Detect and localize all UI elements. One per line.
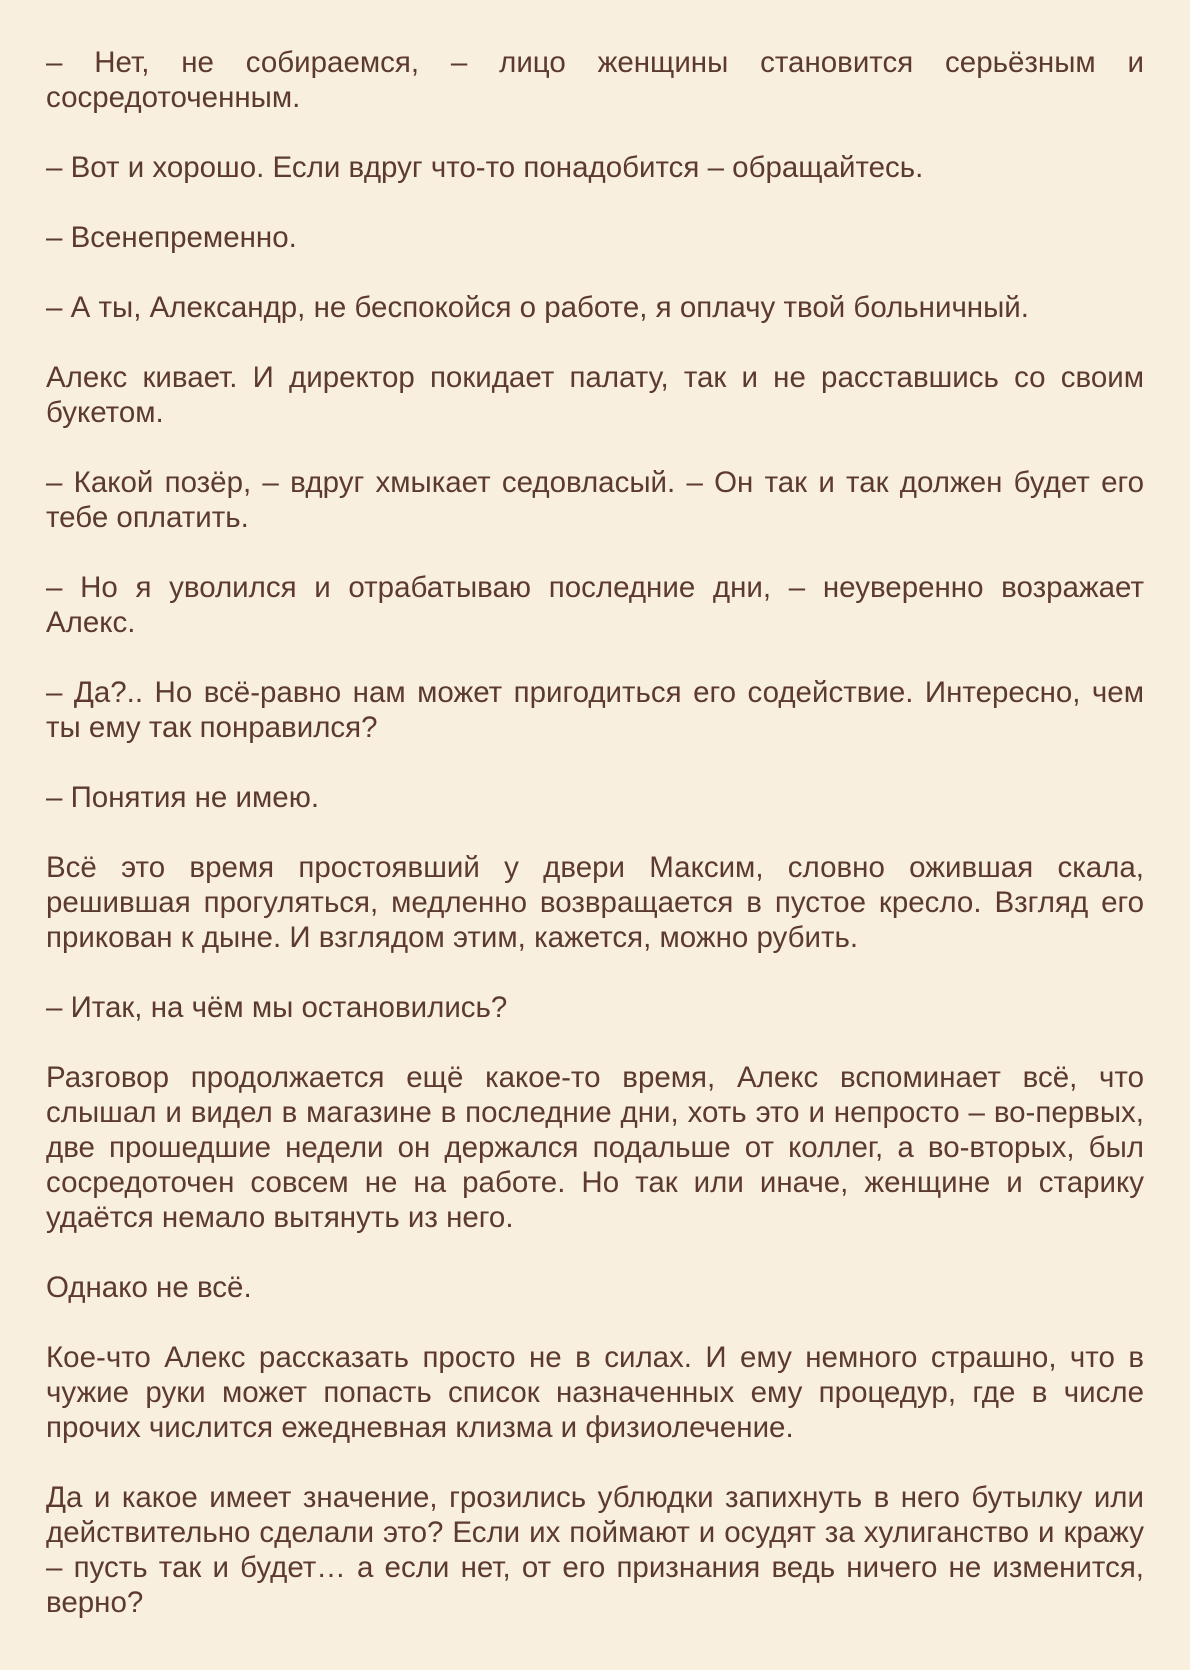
paragraph-2: – Вот и хорошо. Если вдруг что-то понадобится – обращайтесь. <box>46 151 924 184</box>
paragraph-11: – Итак, на чём мы остановились? <box>46 991 508 1024</box>
paragraph-9: – Понятия не имею. <box>46 781 320 814</box>
paragraph-5: Алекс кивает. И директор покидает палату, так и не расставшись со своим букетом. <box>46 361 1144 429</box>
paragraph-14: Кое-что Алекс рассказать просто не в силах. И ему немного страшно, что в чужие руки может попасть список назначенных ему процедур, где в числе прочих числится ежедневная клизма и физиолечение. <box>46 1341 1144 1444</box>
paragraph-1: – Нет, не собираемся, – лицо женщины становится серьёзным и сосредоточенным. <box>46 46 1144 114</box>
paragraph-4: – А ты, Александр, не беспокойся о работе, я оплачу твой больничный. <box>46 291 1029 324</box>
paragraph-3: – Всенепременно. <box>46 221 297 254</box>
paragraph-8: – Да?.. Но всё-равно нам может пригодиться его содействие. Интересно, чем ты ему так понравился? <box>46 676 1144 744</box>
paragraph-7: – Но я уволился и отрабатываю последние дни, – неуверенно возражает Алекс. <box>46 571 1144 639</box>
paragraph-13: Однако не всё. <box>46 1271 252 1304</box>
paragraph-10: Всё это время простоявший у двери Максим, словно ожившая скала, решившая прогуляться, медленно возвращается в пустое кресло. Взгляд его прикован к дыне. И взглядом этим, кажется, можно рубить. <box>46 851 1144 954</box>
paragraph-6: – Какой позёр, – вдруг хмыкает седовласый. – Он так и так должен будет его тебе оплатить. <box>46 466 1144 534</box>
paragraph-12: Разговор продолжается ещё какое-то время, Алекс вспоминает всё, что слышал и видел в магазине в последние дни, хоть это и непросто – во-первых, две прошедшие недели он держался подальше от коллег, а во-вторых, был сосредоточен совсем не на работе. Но так или иначе, женщине и старику удаётся немало вытянуть из него. <box>46 1061 1144 1234</box>
document-body <box>46 45 1144 1620</box>
paragraph-15: Да и какое имеет значение, грозились ублюдки запихнуть в него бутылку или действительно сделали это? Если их поймают и осудят за хулиганство и кражу – пусть так и будет… а если нет, от его признания ведь ничего не изменится, верно? <box>46 1481 1144 1619</box>
